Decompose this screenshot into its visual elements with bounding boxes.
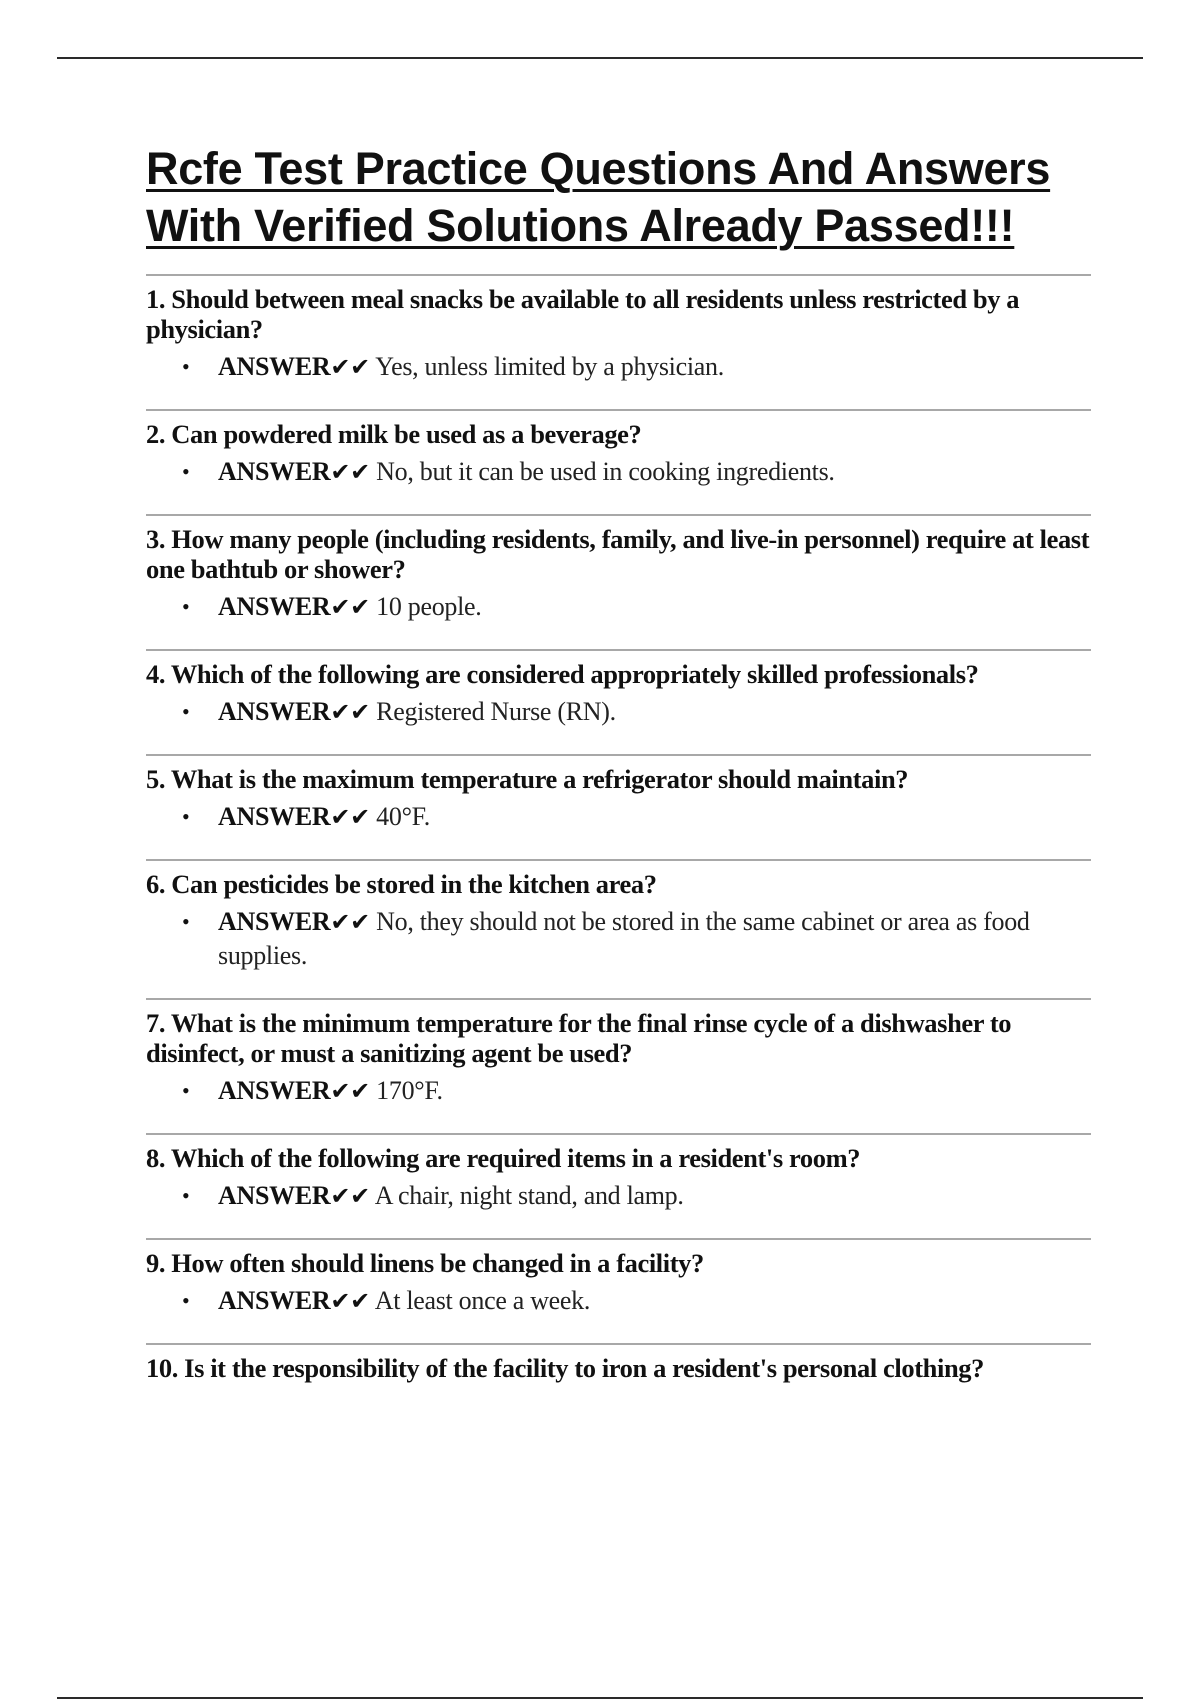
bullet-icon: • — [182, 1078, 190, 1103]
bullet-icon: • — [182, 459, 190, 484]
question-text: 3. How many people (including residents, family, and live-in personnel) require at least one bathtub or shower? — [146, 524, 1090, 584]
double-check-icon: ✔✔ — [330, 1182, 370, 1210]
answer-item — [146, 1074, 1091, 1108]
answer-item — [146, 800, 1091, 834]
document-title: Rcfe Test Practice Questions And Answers With Verified Solutions Already Passed!!! — [146, 143, 1051, 251]
answer-label: ANSWER — [218, 457, 331, 486]
question-block — [146, 998, 1091, 1108]
answer-label: ANSWER — [218, 1181, 331, 1210]
answer-list — [146, 905, 1091, 973]
answer-label: ANSWER — [218, 352, 331, 381]
answer-list — [146, 1179, 1091, 1213]
bullet-icon: • — [182, 699, 190, 724]
page-bottom-rule — [57, 1697, 1143, 1699]
answer-text: A chair, night stand, and lamp. — [374, 1181, 684, 1210]
answer-text: No, but it can be used in cooking ingredients. — [376, 457, 835, 486]
answer-label: ANSWER — [218, 1076, 331, 1105]
answer-item — [146, 1179, 1091, 1213]
answer-text: 40°F. — [376, 802, 430, 831]
double-check-icon: ✔✔ — [330, 908, 370, 936]
answer-text: Registered Nurse (RN). — [376, 697, 616, 726]
answer-text: No, they should not be stored in the same cabinet or area as food supplies. — [218, 907, 1030, 970]
answer-list — [146, 455, 1091, 489]
double-check-icon: ✔✔ — [330, 458, 370, 486]
question-text: 4. Which of the following are considered appropriately skilled professionals? — [146, 659, 979, 689]
question-text: 7. What is the minimum temperature for the final rinse cycle of a dishwasher to disinfect, or must a sanitizing agent be used? — [146, 1008, 1012, 1068]
answer-label: ANSWER — [218, 697, 331, 726]
double-check-icon: ✔✔ — [330, 353, 370, 381]
double-check-icon: ✔✔ — [330, 803, 370, 831]
question-text: 8. Which of the following are required items in a resident's room? — [146, 1143, 861, 1173]
answer-label: ANSWER — [218, 802, 331, 831]
answer-list — [146, 590, 1091, 624]
bullet-icon: • — [182, 804, 190, 829]
bullet-icon: • — [182, 354, 190, 379]
question-block — [146, 754, 1091, 834]
answer-item — [146, 905, 1091, 973]
page-top-rule — [57, 57, 1143, 59]
answer-text: 170°F. — [376, 1076, 443, 1105]
answer-item — [146, 1284, 1091, 1318]
question-text: 9. How often should linens be changed in a facility? — [146, 1248, 704, 1278]
answer-label: ANSWER — [218, 907, 331, 936]
answer-item — [146, 350, 1091, 384]
bullet-icon: • — [182, 909, 190, 934]
question-text: 6. Can pesticides be stored in the kitchen area? — [146, 869, 657, 899]
answer-list — [146, 1074, 1091, 1108]
question-text: 10. Is it the responsibility of the facility to iron a resident's personal clothing? — [146, 1353, 984, 1383]
double-check-icon: ✔✔ — [330, 1287, 370, 1315]
bullet-icon: • — [182, 1183, 190, 1208]
question-text: 1. Should between meal snacks be available to all residents unless restricted by a physician? — [146, 284, 1020, 344]
question-block — [146, 1133, 1091, 1213]
question-block — [146, 859, 1091, 973]
answer-item — [146, 695, 1091, 729]
question-block — [146, 514, 1091, 624]
answer-list — [146, 695, 1091, 729]
answer-list — [146, 800, 1091, 834]
answer-item — [146, 590, 1091, 624]
question-block — [146, 1238, 1091, 1318]
answer-label: ANSWER — [218, 1286, 331, 1315]
question-block — [146, 649, 1091, 729]
bullet-icon: • — [182, 1288, 190, 1313]
question-block — [146, 274, 1091, 384]
answer-text: 10 people. — [376, 592, 482, 621]
question-text: 2. Can powdered milk be used as a beverage? — [146, 419, 642, 449]
answer-item — [146, 455, 1091, 489]
double-check-icon: ✔✔ — [330, 1077, 370, 1105]
answer-label: ANSWER — [218, 592, 331, 621]
bullet-icon: • — [182, 594, 190, 619]
question-block — [146, 409, 1091, 489]
question-block — [146, 1343, 1091, 1383]
question-text: 5. What is the maximum temperature a refrigerator should maintain? — [146, 764, 909, 794]
answer-list — [146, 1284, 1091, 1318]
double-check-icon: ✔✔ — [330, 593, 370, 621]
question-list — [146, 274, 1091, 1383]
document-body — [146, 140, 1091, 1383]
answer-text: At least once a week. — [374, 1286, 591, 1315]
double-check-icon: ✔✔ — [330, 698, 370, 726]
answer-list — [146, 350, 1091, 384]
answer-text: Yes, unless limited by a physician. — [375, 352, 724, 381]
